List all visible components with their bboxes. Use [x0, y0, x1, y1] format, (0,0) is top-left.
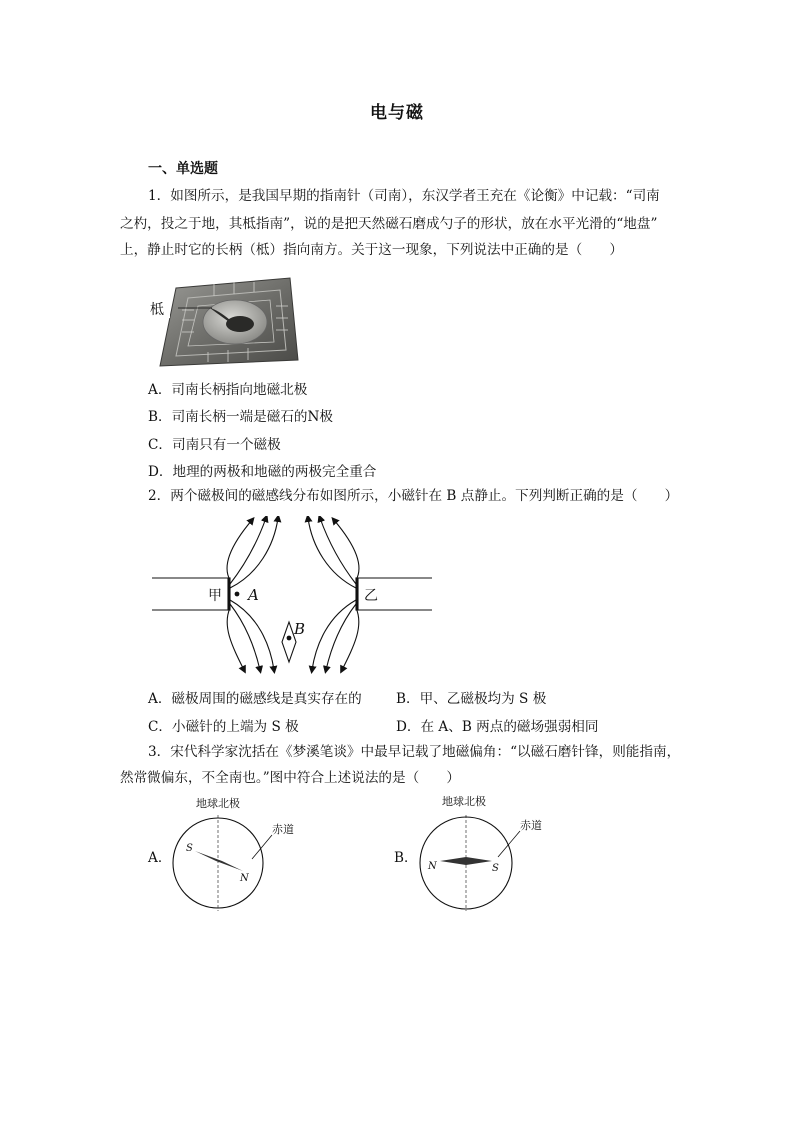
q1-option-c[interactable]: C．司南只有一个磁极 [148, 437, 281, 453]
q1-line-3: 上，静止时它的长柄（柢）指向南方。关于这一现象，下列说法中正确的是（ ） [120, 242, 623, 258]
needle-s-label: S [186, 843, 193, 854]
magnetic-field-figure [148, 516, 438, 674]
q3-line-1: 3．宋代科学家沈括在《梦溪笔谈》中最早记载了地磁偏角：“以磁石磨针锋，则能指南， [148, 744, 681, 760]
needle-s-label: S [492, 863, 499, 874]
q2-option-c[interactable]: C．小磁针的上端为 S 极 [148, 719, 299, 735]
figure-label-di: 柢 [150, 302, 164, 318]
equator-label: 赤道 [272, 823, 294, 836]
needle-n-label: N [240, 873, 249, 884]
north-pole-label: 地球北极 [442, 795, 486, 808]
q3-line-2: 然常微偏东，不全南也。”图中符合上述说法的是（ ） [120, 770, 460, 786]
q3-option-a-figure [168, 793, 318, 915]
q2-line-1: 2．两个磁极间的磁感线分布如图所示，小磁针在 B 点静止。下列判断正确的是（ ） [148, 488, 679, 504]
compass-sinan-figure [148, 270, 308, 370]
section-heading: 一、单选题 [148, 161, 218, 177]
q1-line-2: 之杓，投之于地，其柢指南”，说的是把天然磁石磨成勺子的形状，放在水平光滑的“地盘” [120, 216, 658, 232]
q1-option-a[interactable]: A．司南长柄指向地磁北极 [148, 382, 308, 398]
pole-yi-label: 乙 [364, 588, 378, 604]
pole-jia-label: 甲 [208, 588, 222, 604]
north-pole-label: 地球北极 [196, 797, 240, 810]
q3-option-b-label[interactable]: B． [394, 850, 418, 866]
page-title: 电与磁 [370, 103, 424, 123]
q2-option-a[interactable]: A．磁极周围的磁感线是真实存在的 [148, 691, 362, 707]
q1-option-b[interactable]: B．司南长柄一端是磁石的N极 [148, 409, 334, 425]
q2-option-b[interactable]: B．甲、乙磁极均为 S 极 [396, 691, 547, 707]
q3-option-a-label[interactable]: A． [148, 850, 172, 866]
point-a-label: A [248, 586, 259, 604]
needle-n-label: N [428, 861, 437, 872]
q1-line-1: 1．如图所示，是我国早期的指南针（司南），东汉学者王充在《论衡》中记载：“司南 [148, 188, 660, 204]
q1-option-d[interactable]: D．地理的两极和地磁的两极完全重合 [148, 464, 377, 480]
q2-option-d[interactable]: D．在 A、B 两点的磁场强弱相同 [396, 719, 599, 735]
point-b-label: B [294, 620, 306, 638]
equator-label: 赤道 [520, 819, 542, 832]
q3-option-b-figure [414, 791, 564, 915]
